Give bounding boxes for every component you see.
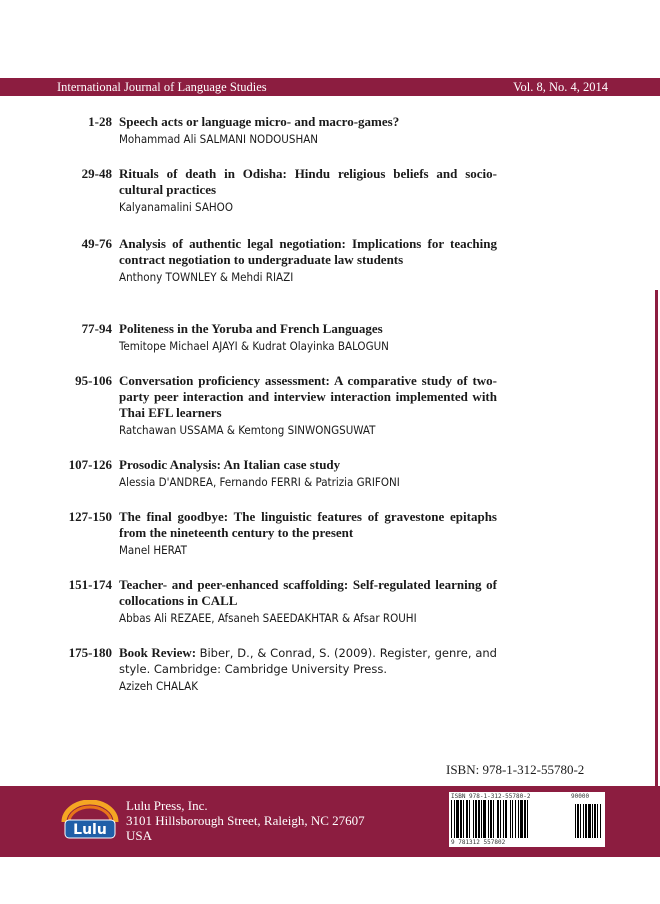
- barcode-bar: [505, 800, 507, 838]
- article-title: The final goodbye: The linguistic features of gravestone epitaphs from the nineteenth century to the present: [119, 509, 497, 540]
- book-review-text: Biber, D., & Conrad, S. (2009). Register, genre, and style. Cambridge: Cambridge University Press.: [119, 646, 497, 676]
- book-review-label: Book Review:: [119, 645, 197, 660]
- page-range: 175-180: [68, 645, 112, 660]
- page-range: 151-174: [68, 577, 112, 592]
- barcode-bar: [475, 800, 477, 838]
- article-authors: Kalyanamalini SAHOO: [119, 200, 233, 214]
- barcode-bar: [510, 800, 511, 838]
- barcode-bar: [515, 800, 516, 838]
- barcode-bar: [483, 800, 486, 838]
- barcode-addon-bar: [585, 804, 587, 838]
- barcode-addon-bar: [583, 804, 584, 838]
- barcode-bar: [463, 800, 464, 838]
- journal-name: International Journal of Language Studies: [57, 80, 267, 94]
- barcode-bar: [481, 800, 482, 838]
- publisher-info: [126, 798, 365, 843]
- publisher-country: USA: [126, 828, 153, 843]
- barcode-digits: 9 781312 557802: [451, 839, 506, 846]
- barcode-bars: [451, 800, 603, 838]
- article-authors: Manel HERAT: [119, 543, 187, 557]
- journal-header-bar: [0, 78, 660, 96]
- barcode-addon-bar: [597, 804, 598, 838]
- barcode-bar: [473, 800, 474, 838]
- volume-issue: Vol. 8, No. 4, 2014: [513, 80, 608, 94]
- page-range: 95-106: [75, 373, 112, 388]
- publisher-address: 3101 Hillsborough Street, Raleigh, NC 27607: [126, 813, 365, 828]
- publisher-name: Lulu Press, Inc.: [126, 798, 208, 813]
- barcode-bar: [454, 800, 455, 838]
- article-authors: Anthony TOWNLEY & Mehdi RIAZI: [119, 270, 294, 284]
- barcode-bar: [527, 800, 528, 838]
- barcode-addon-bar: [575, 804, 576, 838]
- article-authors: Abbas Ali REZAEE, Afsaneh SAEEDAKHTAR & Afsar ROUHI: [119, 611, 417, 625]
- barcode-addon-bar: [580, 804, 581, 838]
- lulu-logo-text: Lulu: [73, 822, 107, 838]
- barcode-bar: [456, 800, 459, 838]
- publisher-footer: [0, 786, 660, 857]
- barcode-bar: [497, 800, 499, 838]
- barcode-bar: [460, 800, 462, 838]
- barcode-bar: [518, 800, 519, 838]
- article-title: Teacher- and peer-enhanced scaffolding: Self-regulated learning of collocations in CALL: [119, 577, 497, 608]
- barcode-addon-bar: [600, 804, 601, 838]
- lulu-logo: [60, 800, 120, 840]
- article-title: Conversation proficiency assessment: A comparative study of two-party peer interaction and interview interaction implemented with Thai EFL learners: [119, 373, 497, 420]
- article-title: Analysis of authentic legal negotiation: Implications for teaching contract negotiation to undergraduate law students: [119, 236, 497, 267]
- article-authors: Ratchawan USSAMA & Kemtong SINWONGSUWAT: [119, 423, 376, 437]
- page-range: 1-28: [88, 114, 112, 129]
- barcode-bar: [520, 800, 523, 838]
- article-authors: Mohammad Ali SALMANI NODOUSHAN: [119, 132, 319, 146]
- isbn-barcode: [449, 792, 605, 847]
- barcode-bar: [524, 800, 526, 838]
- barcode-bar: [451, 800, 452, 838]
- barcode-addon-bar: [592, 804, 593, 838]
- page-range: 29-48: [81, 166, 112, 181]
- page-range: 107-126: [68, 457, 112, 472]
- article-title: Speech acts or language micro- and macro-games?: [119, 114, 400, 129]
- isbn-number: ISBN: 978-1-312-55780-2: [446, 762, 585, 777]
- barcode-addon-bar: [588, 804, 591, 838]
- barcode-bar: [469, 800, 470, 838]
- article-authors: Temitope Michael AJAYI & Kudrat Olayinka BALOGUN: [119, 339, 389, 353]
- article-authors: Alessia D'ANDREA, Fernando FERRI & Patrizia GRIFONI: [119, 475, 400, 489]
- barcode-isbn-label: [451, 793, 590, 800]
- page-range: 127-150: [68, 509, 112, 524]
- page-range: 49-76: [81, 236, 112, 251]
- barcode-addon-bar: [594, 804, 596, 838]
- barcode-bar: [493, 800, 494, 838]
- barcode-price-code: 90000: [571, 793, 590, 800]
- book-review-citation: [119, 645, 497, 677]
- barcode-bar: [512, 800, 513, 838]
- page-range: 77-94: [81, 321, 112, 336]
- barcode-isbn-text: ISBN 978-1-312-55780-2: [451, 793, 531, 800]
- barcode-bar: [490, 800, 492, 838]
- article-title: Politeness in the Yoruba and French Languages: [119, 321, 383, 336]
- barcode-addon-bar: [577, 804, 579, 838]
- side-accent-line: [655, 290, 658, 790]
- barcode-bar: [466, 800, 468, 838]
- article-title: Prosodic Analysis: An Italian case study: [119, 457, 341, 472]
- article-title: Rituals of death in Odisha: Hindu religious beliefs and socio-cultural practices: [119, 166, 497, 197]
- article-authors: Azizeh CHALAK: [119, 679, 198, 693]
- barcode-bar: [500, 800, 501, 838]
- barcode-bar: [503, 800, 504, 838]
- barcode-bar: [488, 800, 489, 838]
- barcode-bar: [478, 800, 480, 838]
